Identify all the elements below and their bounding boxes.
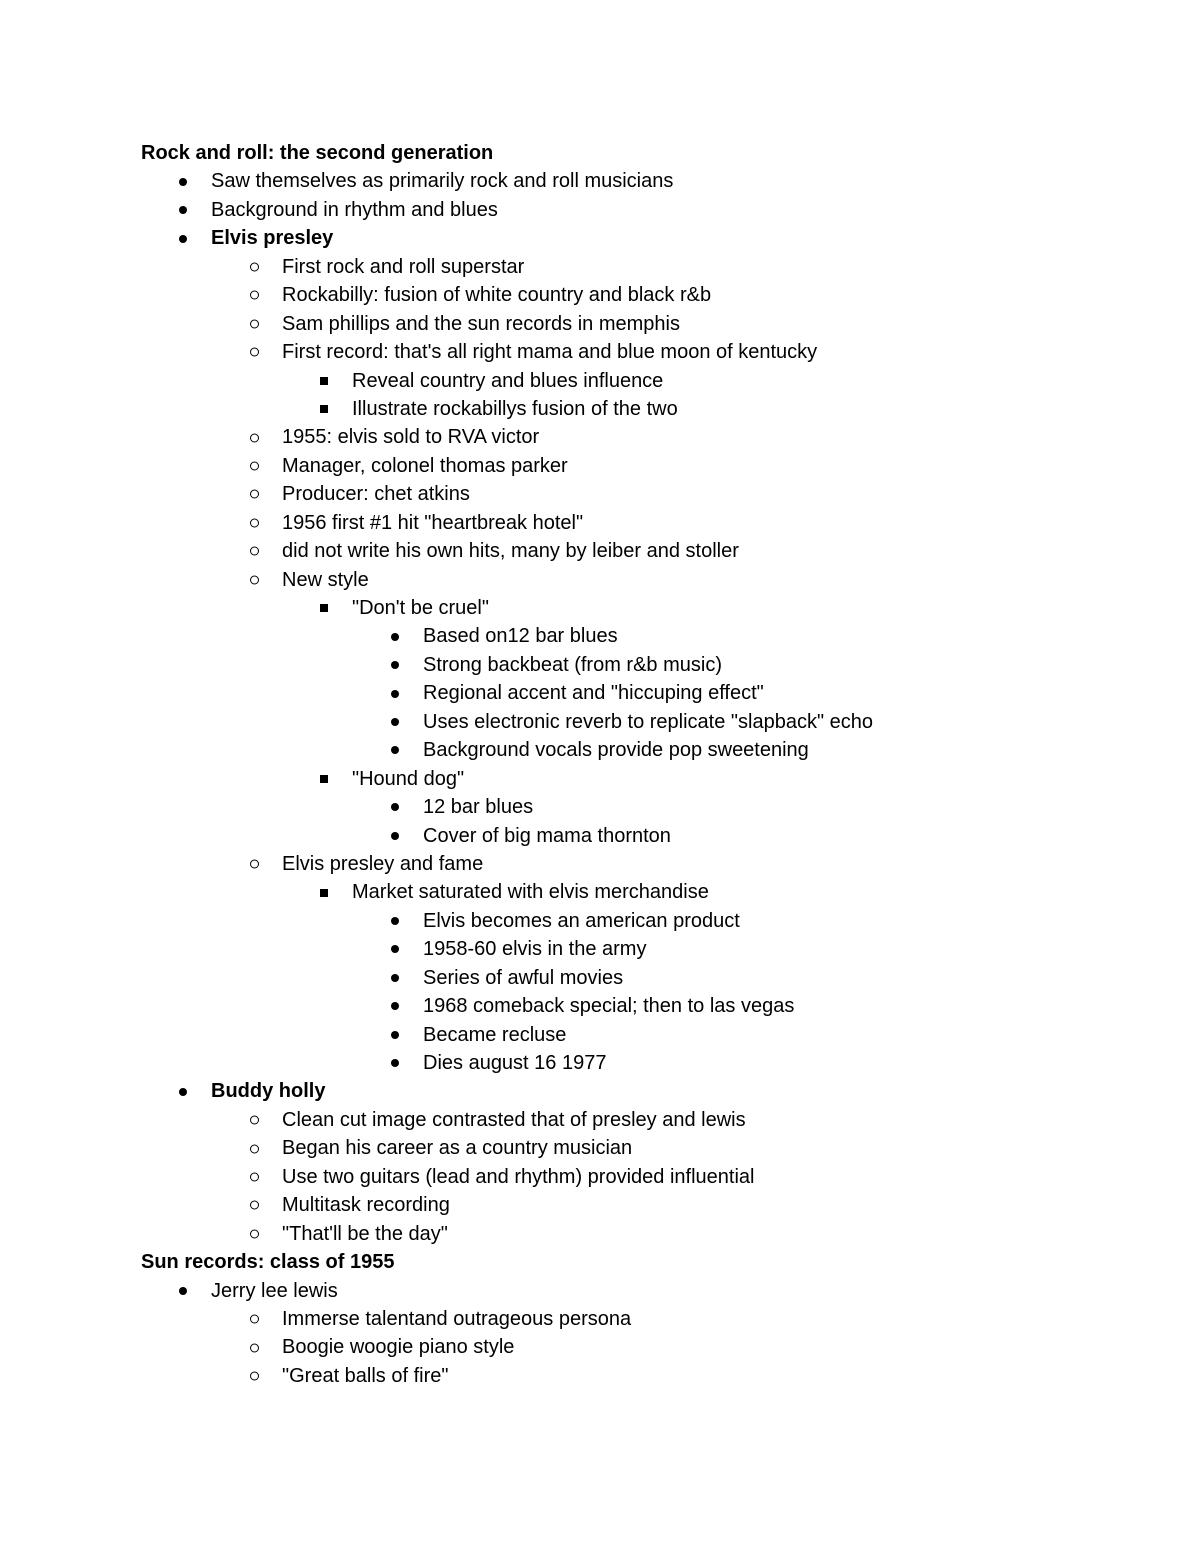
- list-item-level-4: [0, 736, 1200, 764]
- list-item-level-3: [0, 395, 1200, 423]
- list-item-level-4: [0, 651, 1200, 679]
- list-item-text: Dies august 16 1977: [423, 1052, 607, 1074]
- list-item-text: Manager, colonel thomas parker: [282, 454, 568, 477]
- list-item-text: Based on12 bar blues: [423, 625, 618, 648]
- section-heading-text: Rock and roll: the second generation: [141, 142, 494, 164]
- disc-bullet-icon: [179, 1287, 187, 1295]
- list-item-level-2: [0, 1362, 1200, 1390]
- list-item-text: First rock and roll superstar: [282, 255, 525, 278]
- list-item-level-1: [0, 196, 1200, 224]
- list-item-level-1: [0, 1277, 1200, 1305]
- list-item-level-2: [0, 1106, 1200, 1134]
- document-body: [0, 139, 1200, 1390]
- disc-bullet-icon: [179, 178, 187, 186]
- disc-bullet-icon: [391, 1002, 399, 1010]
- list-item-level-1: [0, 167, 1200, 195]
- disc-bullet-icon: [391, 945, 399, 953]
- list-item-level-3: [0, 594, 1200, 622]
- circle-bullet-icon: [250, 1343, 259, 1352]
- list-item-level-2: [0, 452, 1200, 480]
- list-item-text: Illustrate rockabillys fusion of the two: [352, 397, 678, 420]
- list-item-text: Elvis presley and fame: [282, 852, 484, 875]
- circle-bullet-icon: [250, 1172, 259, 1181]
- circle-bullet-icon: [250, 575, 259, 584]
- square-bullet-icon: [320, 889, 328, 897]
- circle-bullet-icon: [250, 1201, 259, 1210]
- list-item-text: Strong backbeat (from r&b music): [423, 653, 722, 676]
- list-item-level-4: [0, 992, 1200, 1020]
- list-item-text: Jerry lee lewis: [211, 1279, 338, 1302]
- circle-bullet-icon: [250, 518, 259, 527]
- list-item-level-4: [0, 822, 1200, 850]
- list-item-level-2: [0, 423, 1200, 451]
- list-item-level-2: [0, 566, 1200, 594]
- list-item-text: Use two guitars (lead and rhythm) provided influential: [282, 1165, 755, 1188]
- list-item-level-2: [0, 1220, 1200, 1248]
- section-heading: [0, 139, 1200, 167]
- list-item-level-3: [0, 765, 1200, 793]
- list-item-level-2: [0, 480, 1200, 508]
- circle-bullet-icon: [250, 1229, 259, 1238]
- section-heading: [0, 1248, 1200, 1276]
- circle-bullet-icon: [250, 1116, 259, 1125]
- circle-bullet-icon: [250, 490, 259, 499]
- disc-bullet-icon: [391, 1031, 399, 1039]
- circle-bullet-icon: [250, 1315, 259, 1324]
- section-heading-text: Sun records: class of 1955: [141, 1251, 395, 1274]
- list-item-level-4: [0, 708, 1200, 736]
- square-bullet-icon: [320, 405, 328, 413]
- disc-bullet-icon: [179, 1088, 187, 1096]
- disc-bullet-icon: [391, 1059, 399, 1067]
- disc-bullet-icon: [391, 633, 399, 641]
- list-item-level-4: [0, 793, 1200, 821]
- disc-bullet-icon: [179, 235, 187, 243]
- list-item-text: Became recluse: [423, 1023, 567, 1046]
- list-item-level-4: [0, 964, 1200, 992]
- list-item-level-2: [0, 1305, 1200, 1333]
- list-item-text: Elvis becomes an american product: [423, 909, 740, 932]
- circle-bullet-icon: [250, 1372, 259, 1381]
- disc-bullet-icon: [391, 917, 399, 925]
- list-item-level-2: [0, 1191, 1200, 1219]
- list-item-level-4: [0, 679, 1200, 707]
- circle-bullet-icon: [250, 462, 259, 471]
- list-item-text: Regional accent and "hiccuping effect": [423, 682, 764, 705]
- circle-bullet-icon: [250, 433, 259, 442]
- list-item-level-2: [0, 1134, 1200, 1162]
- list-item-level-2: [0, 310, 1200, 338]
- circle-bullet-icon: [250, 860, 259, 869]
- list-item-level-2: [0, 338, 1200, 366]
- list-item-level-4: [0, 1021, 1200, 1049]
- square-bullet-icon: [320, 604, 328, 612]
- circle-bullet-icon: [250, 262, 259, 271]
- circle-bullet-icon: [250, 291, 259, 300]
- square-bullet-icon: [320, 775, 328, 783]
- square-bullet-icon: [320, 377, 328, 385]
- list-item-text: Buddy holly: [211, 1080, 326, 1103]
- list-item-text: "Hound dog": [352, 767, 465, 790]
- disc-bullet-icon: [391, 661, 399, 669]
- list-item-level-1: [0, 224, 1200, 252]
- list-item-text: Began his career as a country musician: [282, 1137, 633, 1160]
- list-item-text: Reveal country and blues influence: [352, 369, 664, 392]
- list-item-text: Background vocals provide pop sweetening: [423, 739, 809, 762]
- circle-bullet-icon: [250, 319, 259, 328]
- list-item-text: Producer: chet atkins: [282, 483, 470, 506]
- list-item-text: Elvis presley: [211, 227, 334, 250]
- disc-bullet-icon: [391, 718, 399, 726]
- disc-bullet-icon: [391, 832, 399, 840]
- list-item-text: Market saturated with elvis merchandise: [352, 881, 709, 904]
- list-item-level-2: [0, 1333, 1200, 1361]
- list-item-text: First record: that's all right mama and blue moon of kentucky: [282, 341, 818, 364]
- list-item-level-2: [0, 253, 1200, 281]
- circle-bullet-icon: [250, 547, 259, 556]
- circle-bullet-icon: [250, 348, 259, 357]
- list-item-text: "That'll be the day": [282, 1222, 448, 1245]
- list-item-text: Sam phillips and the sun records in memphis: [282, 312, 680, 335]
- list-item-text: "Don't be cruel": [352, 597, 489, 619]
- disc-bullet-icon: [391, 690, 399, 698]
- list-item-level-4: [0, 935, 1200, 963]
- list-item-text: 12 bar blues: [423, 796, 534, 819]
- list-item-text: Uses electronic reverb to replicate "slapback" echo: [423, 710, 873, 733]
- list-item-level-4: [0, 1049, 1200, 1077]
- list-item-text: Boogie woogie piano style: [282, 1336, 515, 1359]
- list-item-text: "Great balls of fire": [282, 1364, 449, 1387]
- list-item-text: did not write his own hits, many by leiber and stoller: [282, 540, 739, 563]
- list-item-text: Background in rhythm and blues: [211, 198, 498, 221]
- list-item-level-2: [0, 281, 1200, 309]
- list-item-level-4: [0, 907, 1200, 935]
- disc-bullet-icon: [179, 206, 187, 214]
- list-item-text: 1956 first #1 hit "heartbreak hotel": [282, 511, 584, 534]
- list-item-text: Immerse talentand outrageous persona: [282, 1307, 632, 1330]
- list-item-level-4: [0, 622, 1200, 650]
- list-item-level-2: [0, 1163, 1200, 1191]
- list-item-text: New style: [282, 568, 369, 591]
- list-item-level-2: [0, 509, 1200, 537]
- list-item-level-3: [0, 878, 1200, 906]
- list-item-text: Series of awful movies: [423, 966, 624, 989]
- list-item-level-2: [0, 537, 1200, 565]
- list-item-text: 1958-60 elvis in the army: [423, 938, 647, 961]
- list-item-level-2: [0, 850, 1200, 878]
- list-item-text: Cover of big mama thornton: [423, 824, 671, 847]
- list-item-level-3: [0, 367, 1200, 395]
- list-item-text: Saw themselves as primarily rock and roll musicians: [211, 170, 674, 193]
- circle-bullet-icon: [250, 1144, 259, 1153]
- disc-bullet-icon: [391, 974, 399, 982]
- disc-bullet-icon: [391, 803, 399, 811]
- list-item-text: 1968 comeback special; then to las vegas: [423, 995, 795, 1018]
- list-item-text: 1955: elvis sold to RVA victor: [282, 426, 540, 449]
- list-item-text: Clean cut image contrasted that of presley and lewis: [282, 1108, 746, 1131]
- disc-bullet-icon: [391, 746, 399, 754]
- list-item-text: Rockabilly: fusion of white country and black r&b: [282, 284, 712, 307]
- list-item-text: Multitask recording: [282, 1194, 450, 1217]
- list-item-level-1: [0, 1077, 1200, 1105]
